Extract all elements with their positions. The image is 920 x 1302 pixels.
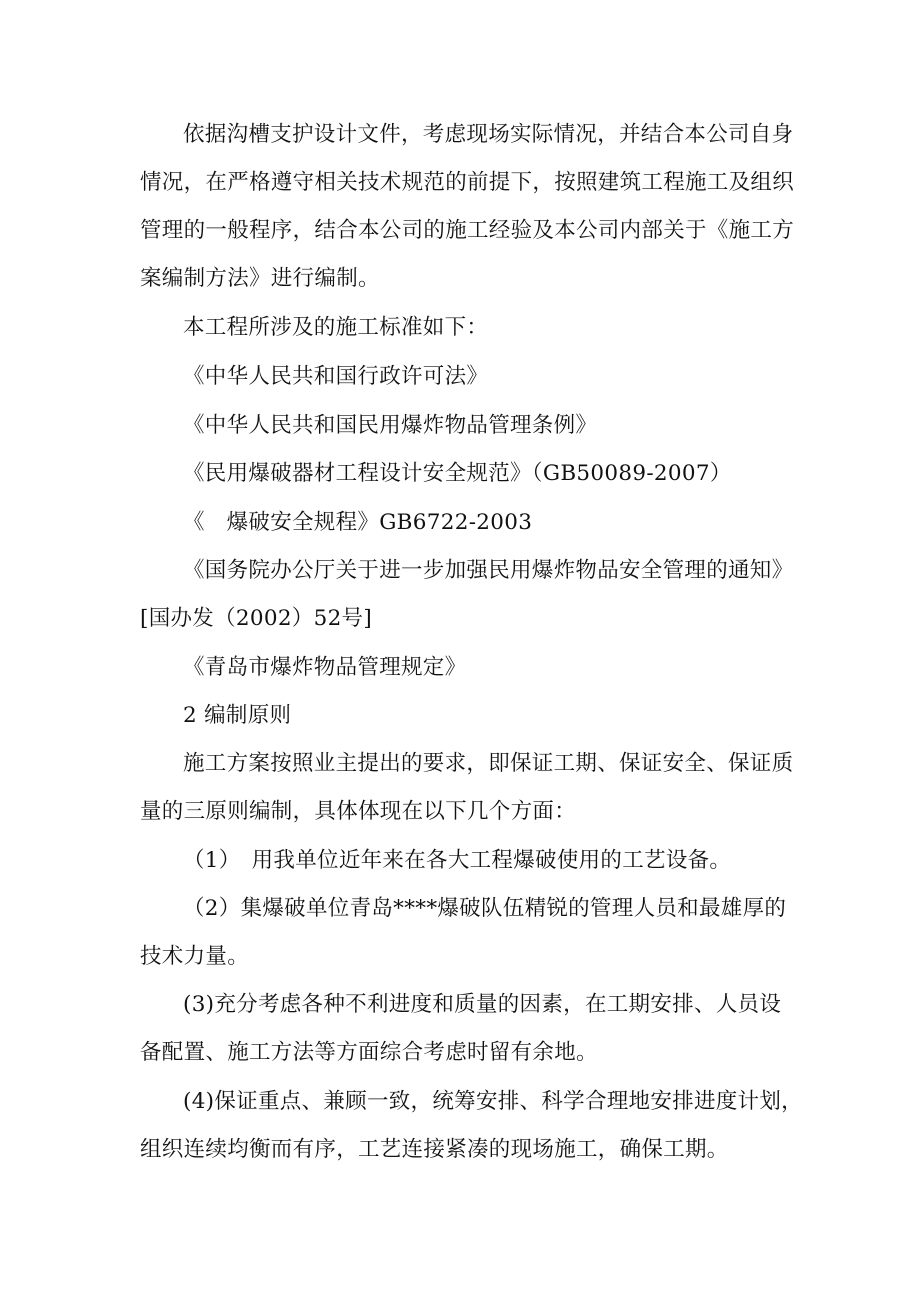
paragraph-principle-line-2: 量的三原则编制，具体体现在以下几个方面： — [140, 799, 577, 824]
section-heading: 2 编制原则 — [183, 703, 292, 728]
standard-item-6: 《青岛市爆炸物品管理规定》 — [183, 655, 467, 680]
list-item-1: （1） 用我单位近年来在各大工程爆破使用的工艺设备。 — [183, 848, 732, 873]
paragraph-principle-line-1: 施工方案按照业主提出的要求，即保证工期、保证安全、保证质 — [183, 751, 794, 776]
list-item-2-line-2: 技术力量。 — [140, 944, 250, 969]
paragraph-basis-line-3: 管理的一般程序，结合本公司的施工经验及本公司内部关于《施工方 — [140, 218, 795, 243]
list-item-4-line-2: 组织连续均衡而有序，工艺连接紧凑的现场施工，确保工期。 — [140, 1137, 729, 1162]
standard-item-4: 《 爆破安全规程》GB6722-2003 — [183, 510, 533, 535]
paragraph-basis-line-1: 依据沟槽支护设计文件，考虑现场实际情况，并结合本公司自身 — [183, 122, 794, 147]
paragraph-basis-line-4: 案编制方法》进行编制。 — [140, 266, 380, 291]
standard-item-2: 《中华人民共和国民用爆炸物品管理条例》 — [183, 413, 598, 438]
standard-item-5-line-2: [国办发（2002）52号] — [140, 606, 373, 631]
standard-item-1: 《中华人民共和国行政许可法》 — [183, 364, 489, 389]
list-item-2-line-1: （2）集爆破单位青岛****爆破队伍精锐的管理人员和最雄厚的 — [183, 896, 787, 921]
list-item-3-line-1: (3)充分考虑各种不利进度和质量的因素，在工期安排、人员设 — [183, 992, 782, 1017]
list-item-4-line-1: (4)保证重点、兼顾一致，统筹安排、科学合理地安排进度计划， — [183, 1089, 803, 1114]
standard-item-5-line-1: 《国务院办公厅关于进一步加强民用爆炸物品安全管理的通知》 — [183, 558, 794, 583]
list-item-3-line-2: 备配置、施工方法等方面综合考虑时留有余地。 — [140, 1040, 598, 1065]
paragraph-basis-line-2: 情况，在严格遵守相关技术规范的前提下，按照建筑工程施工及组织 — [140, 170, 795, 195]
standards-intro: 本工程所涉及的施工标准如下： — [183, 315, 489, 340]
standard-item-3: 《民用爆破器材工程设计安全规范》（GB50089-2007） — [183, 461, 732, 486]
